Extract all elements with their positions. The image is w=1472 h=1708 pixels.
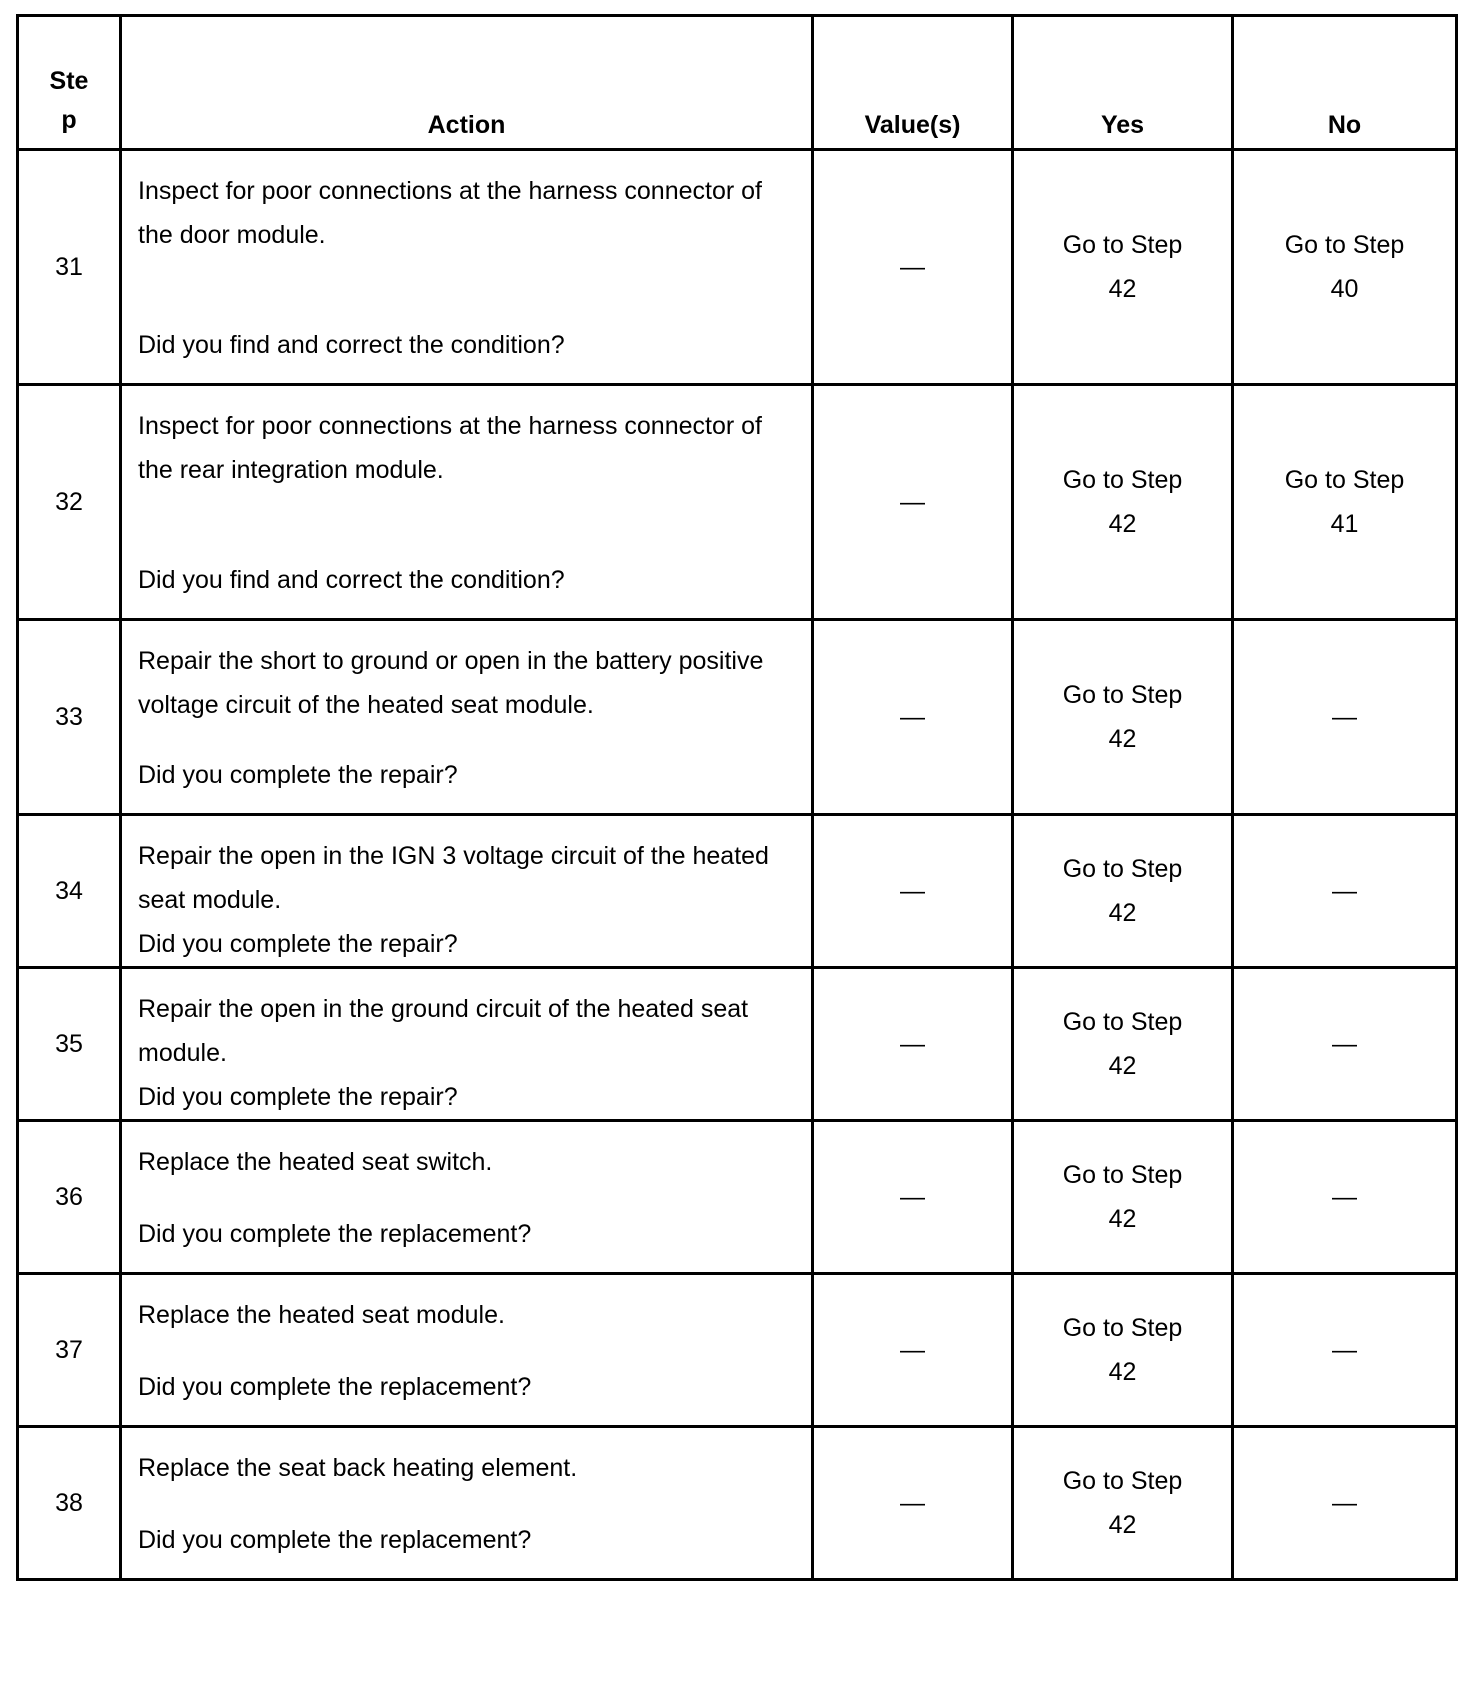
- yes-text: Go to Step 42: [1062, 1161, 1183, 1233]
- value-cell: [813, 150, 1013, 385]
- no-text: —: [1332, 1336, 1357, 1364]
- action-question: Did you complete the replacement?: [138, 1373, 532, 1401]
- step-number: 32: [18, 385, 121, 620]
- yes-cell: [1013, 1274, 1233, 1427]
- no-cell: [1233, 1121, 1457, 1274]
- no-text: —: [1332, 1489, 1357, 1517]
- yes-text: Go to Step 42: [1062, 231, 1183, 303]
- table-row: [18, 968, 1457, 1121]
- header-step: Step: [18, 16, 121, 150]
- action-cell: [121, 968, 813, 1121]
- action-question: Did you complete the repair?: [138, 761, 458, 789]
- yes-text: Go to Step 42: [1062, 855, 1183, 927]
- no-text: —: [1332, 1030, 1357, 1058]
- table-row: [18, 385, 1457, 620]
- table-row: [18, 1121, 1457, 1274]
- yes-text: Go to Step 42: [1062, 1467, 1183, 1539]
- action-cell: [121, 1121, 813, 1274]
- table-row: [18, 150, 1457, 385]
- action-text: Inspect for poor connections at the harness connector of the rear integration module.: [138, 412, 762, 484]
- action-text: Replace the seat back heating element.: [138, 1454, 578, 1482]
- header-yes: Yes: [1013, 16, 1233, 150]
- action-cell: [121, 815, 813, 968]
- step-number: 31: [18, 150, 121, 385]
- value-cell: [813, 968, 1013, 1121]
- action-question: Did you complete the replacement?: [138, 1526, 532, 1554]
- no-cell: [1233, 815, 1457, 968]
- header-row: [18, 16, 1457, 150]
- value-text: —: [900, 487, 925, 516]
- value-cell: [813, 620, 1013, 815]
- value-cell: [813, 385, 1013, 620]
- value-text: —: [900, 252, 925, 281]
- action-question: Did you find and correct the condition?: [138, 331, 565, 359]
- action-cell: [121, 620, 813, 815]
- no-cell: [1233, 385, 1457, 620]
- action-text: Repair the open in the ground circuit of the heated seat module.: [138, 995, 749, 1067]
- value-cell: [813, 815, 1013, 968]
- header-action: Action: [121, 16, 813, 150]
- value-text: —: [900, 1182, 925, 1211]
- step-number: 35: [18, 968, 121, 1121]
- no-cell: [1233, 150, 1457, 385]
- yes-cell: [1013, 815, 1233, 968]
- action-question: Did you complete the replacement?: [138, 1220, 532, 1248]
- step-number: 36: [18, 1121, 121, 1274]
- header-no: No: [1233, 16, 1457, 150]
- table-row: [18, 815, 1457, 968]
- table-row: [18, 1427, 1457, 1580]
- no-text: —: [1332, 1183, 1357, 1211]
- no-text: Go to Step 41: [1284, 466, 1405, 538]
- yes-cell: [1013, 1121, 1233, 1274]
- value-text: —: [900, 1488, 925, 1517]
- value-cell: [813, 1274, 1013, 1427]
- no-cell: [1233, 968, 1457, 1121]
- value-text: —: [900, 702, 925, 731]
- yes-cell: [1013, 620, 1233, 815]
- action-text: Replace the heated seat module.: [138, 1301, 505, 1329]
- action-question: Did you find and correct the condition?: [138, 566, 565, 594]
- yes-text: Go to Step 42: [1062, 466, 1183, 538]
- no-text: —: [1332, 877, 1357, 905]
- value-cell: [813, 1427, 1013, 1580]
- action-cell: [121, 150, 813, 385]
- diagnostic-table: [16, 14, 1458, 1581]
- action-text: Inspect for poor connections at the harness connector of the door module.: [138, 177, 762, 249]
- yes-cell: [1013, 150, 1233, 385]
- action-cell: [121, 1274, 813, 1427]
- yes-cell: [1013, 1427, 1233, 1580]
- action-text: Repair the short to ground or open in the battery positive voltage circuit of the heated seat module.: [138, 647, 764, 719]
- yes-text: Go to Step 42: [1062, 681, 1183, 753]
- table-row: [18, 620, 1457, 815]
- yes-text: Go to Step 42: [1062, 1008, 1183, 1080]
- value-text: —: [900, 1029, 925, 1058]
- no-cell: [1233, 620, 1457, 815]
- step-number: 37: [18, 1274, 121, 1427]
- step-number: 34: [18, 815, 121, 968]
- value-text: —: [900, 1335, 925, 1364]
- action-text: Replace the heated seat switch.: [138, 1148, 493, 1176]
- header-values: Value(s): [813, 16, 1013, 150]
- action-cell: [121, 1427, 813, 1580]
- step-number: 38: [18, 1427, 121, 1580]
- no-cell: [1233, 1274, 1457, 1427]
- action-text: Repair the open in the IGN 3 voltage circuit of the heated seat module.: [138, 842, 769, 914]
- table-row: [18, 1274, 1457, 1427]
- no-text: Go to Step 40: [1284, 231, 1405, 303]
- step-number: 33: [18, 620, 121, 815]
- value-cell: [813, 1121, 1013, 1274]
- no-text: —: [1332, 703, 1357, 731]
- yes-cell: [1013, 385, 1233, 620]
- action-cell: [121, 385, 813, 620]
- no-cell: [1233, 1427, 1457, 1580]
- yes-cell: [1013, 968, 1233, 1121]
- yes-text: Go to Step 42: [1062, 1314, 1183, 1386]
- action-question: Did you complete the repair?: [138, 1083, 458, 1111]
- action-question: Did you complete the repair?: [138, 930, 458, 958]
- value-text: —: [900, 876, 925, 905]
